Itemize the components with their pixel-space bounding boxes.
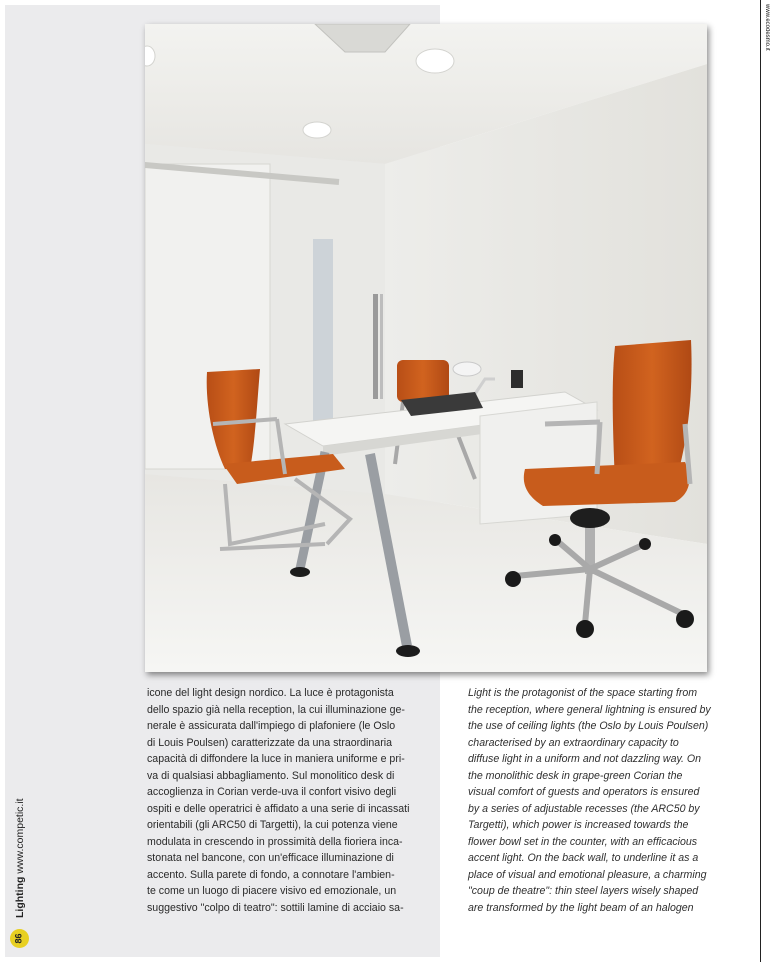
door-handle — [373, 294, 378, 399]
website-link[interactable]: www.competic.it — [14, 798, 26, 874]
office-photo — [145, 24, 707, 672]
english-text-column: Light is the protagonist of the space starting from the reception, where general lightning is ensured by the use of ceiling lights (the Oslo by Louis Poulsen) characterised by an extraordinary capacity to diffuse light in a uniform and not dazzling way. On the monolithic desk in grape-green Corian the visual comfort of guests and operators is ensured by a series of adjustable recesses (the ARC50 by Targetti), which power is increased towards the flower bowl set in the counter, with an efficacious accent light. On the back wall, to underline it as a place of visual and emotional pleasure, a charming "coup de theatre": thin steel layers wisely shaped are transformed by the light beam of an halogen — [468, 687, 711, 914]
doorway-strip — [313, 239, 333, 429]
page-number-badge: 86 — [10, 929, 29, 948]
edge-website-text: www.ecodesmo.it — [764, 4, 770, 51]
italian-text-column: icone del light design nordico. La luce è protagonista dello spazio già nella reception, la cui illuminazione ge- nerale è assicurata dall'impiego di plafoniere (le Oslo di Louis Poulsen) caratterizzate da una straordinaria capacità di diffondere la luce in maniera uniforme e pri- va di qualsiasi abbagliamento. Sul monolitico desk di accoglienza in Corian verde-uva il confort visivo degli ospiti e delle operatrici è affidato a una serie di incassati orientabili (gli ARC50 di Targetti), la cui potenza viene modulata in crescendo in prossimità della fioriera inca- stonata nel bancone, con un'efficace illuminazione di accento. Sulla parete di fondo, a connotare l'ambien- te come un luogo di piacere visivo ed emozionale, un suggestivo "colpo di teatro": sottili lamine di acciaio sa- — [147, 687, 410, 914]
section-name: Lighting — [14, 876, 26, 918]
ceiling-light — [303, 122, 331, 138]
ceiling-light — [416, 49, 454, 73]
page-edge-rule — [760, 0, 761, 962]
phone — [511, 370, 523, 388]
